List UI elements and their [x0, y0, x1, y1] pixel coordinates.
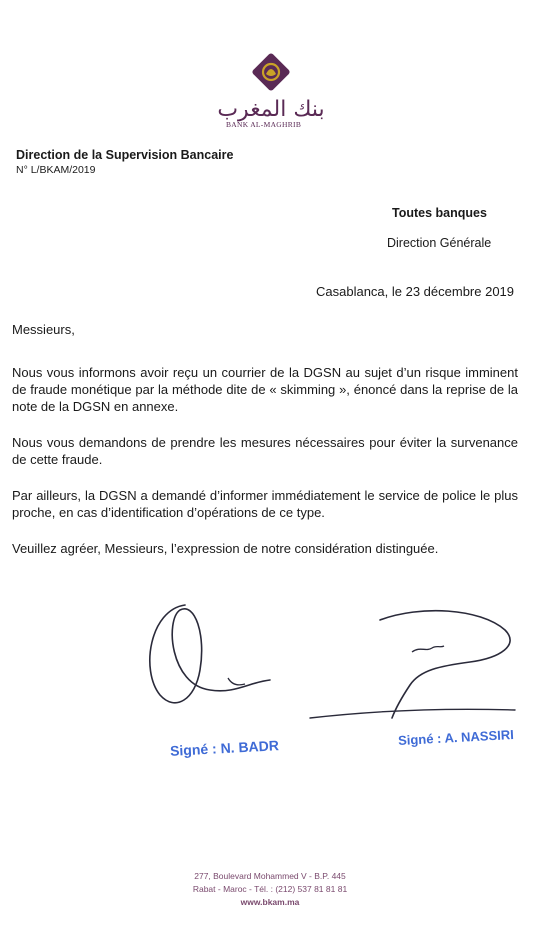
footer-address-line1: 277, Boulevard Mohammed V - B.P. 445	[194, 871, 346, 881]
salutation: Messieurs,	[12, 322, 75, 337]
logo-latin-text: BANK AL-MAGHRIB	[226, 120, 302, 129]
footer	[0, 870, 540, 909]
letter-paragraph: Nous vous demandons de prendre les mesures nécessaires pour éviter la survenance de cette fraude.	[12, 435, 518, 467]
letter-paragraph: Par ailleurs, la DGSN a demandé d’informer immédiatement le service de police le plus proche, en cas d’identification d’opérations de ce type.	[12, 488, 518, 520]
place-date: Casablanca, le 23 décembre 2019	[316, 284, 515, 299]
recipient-attention: Direction Générale	[387, 236, 492, 250]
recipient: Toutes banques	[392, 206, 487, 220]
footer-address-line2: Rabat - Maroc - Tél. : (212) 537 81 81 81	[192, 884, 348, 894]
logo-arabic-text: بنك المغرب	[217, 97, 325, 122]
signer-left-stamp: Signé : N. BADR	[169, 737, 280, 759]
reference-number: N° L/BKAM/2019	[16, 164, 96, 176]
letter-closing: Veuillez agréer, Messieurs, l’expression de notre considération distinguée.	[12, 541, 439, 556]
department-title: Direction de la Supervision Bancaire	[16, 148, 234, 162]
signature-right	[380, 611, 510, 718]
footer-website: www.bkam.ma	[240, 897, 300, 907]
letter-paragraph: Nous vous informons avoir reçu un courrier de la DGSN au sujet d’un risque imminent de fraude monétique par la méthode dite de « skimming », énoncé dans la reprise de la note de la DGSN en annexe.	[12, 365, 518, 414]
signer-right-stamp: Signé : A. NASSIRI	[397, 726, 515, 749]
signature-left	[150, 605, 270, 703]
